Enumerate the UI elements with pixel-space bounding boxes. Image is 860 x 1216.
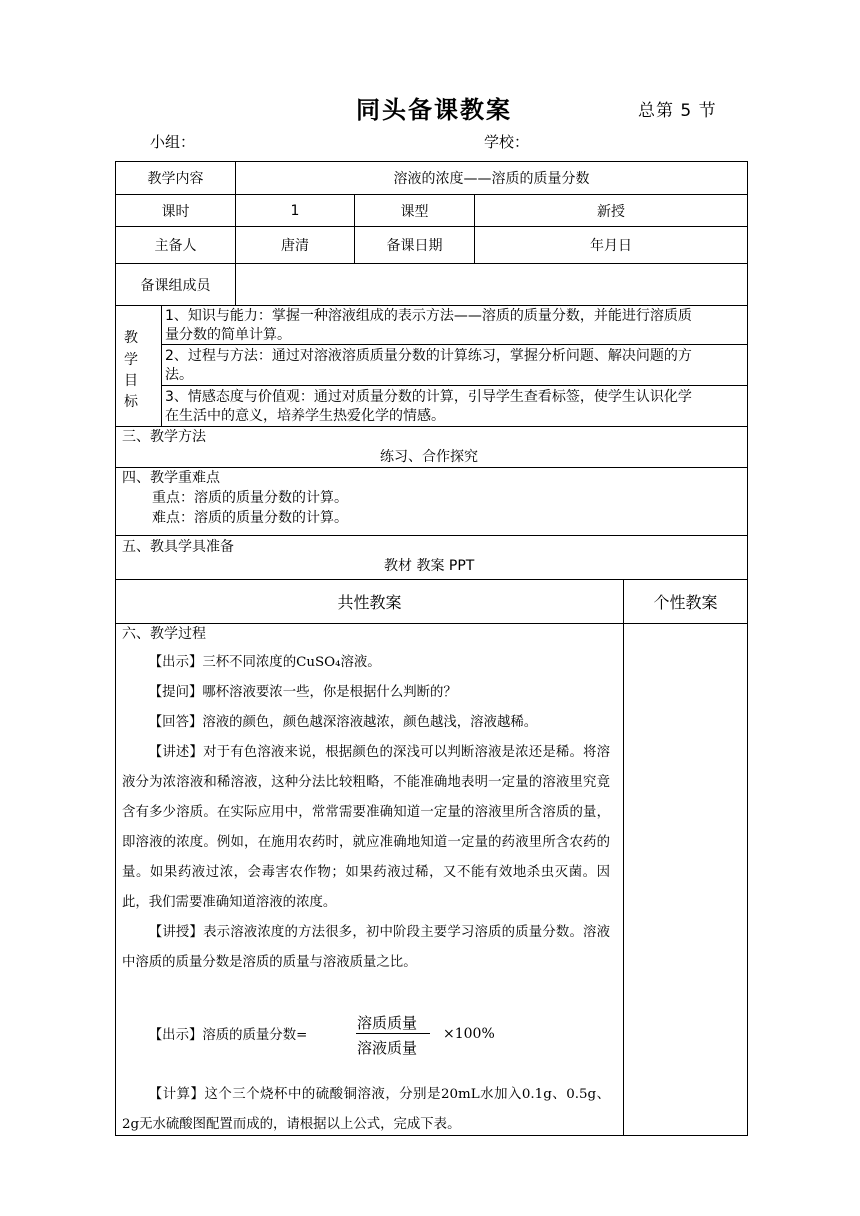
process-paragraph: 【讲授】表示溶液浓度的方法很多，初中阶段主要学习溶质的质量分数。溶液中溶质的质量分数是溶质的质量与溶液质量之比。 (122, 925, 610, 970)
group-label: 小组： (150, 133, 196, 151)
objective-line: 3、情感态度与价值观：通过对质量分数的计算，引导学生查看标签，使学生认识化学 (165, 389, 692, 405)
date-value: 年月日 (590, 238, 632, 254)
keypoints-heading: 四、教学重难点 (122, 470, 220, 486)
school-label: 学校： (484, 133, 530, 151)
process-heading: 六、教学过程 (122, 626, 206, 642)
personal-plan-header: 个性教案 (653, 593, 718, 612)
objective-line: 2、过程与方法：通过对溶液溶质质量分数的计算练习，掌握分析问题、解决问题的方 (165, 348, 692, 364)
process-body (122, 648, 610, 978)
page-title: 同头备课教案 (356, 96, 512, 124)
tools-value: 教材 教案 PPT (384, 558, 475, 574)
objective-item (165, 388, 745, 426)
common-plan-header: 共性教案 (337, 593, 402, 612)
key-point: 重点：溶质的质量分数的计算。 (152, 490, 348, 506)
content-label: 教学内容 (147, 171, 204, 187)
date-label: 备课日期 (386, 238, 443, 254)
process-paragraph: 【回答】溶液的颜色，颜色越深溶液越浓，颜色越浅，溶液越稀。 (148, 715, 538, 730)
content-value: 溶液的浓度——溶质的质量分数 (393, 171, 590, 187)
fraction-bar (356, 1033, 430, 1034)
formula-numerator: 溶质质量 (357, 1014, 418, 1032)
members-label: 备课组成员 (140, 277, 211, 294)
type-value: 新授 (597, 203, 625, 220)
objectives-label-char: 目 (124, 373, 138, 389)
calculation-text (122, 1080, 610, 1140)
period-value: 1 (290, 202, 300, 219)
lead-label: 主备人 (154, 238, 197, 254)
objectives-label-char: 标 (124, 394, 138, 410)
type-label: 课型 (400, 203, 429, 220)
formula-multiplier: ×100% (443, 1026, 495, 1042)
formula-denominator: 溶液质量 (357, 1039, 418, 1057)
difficult-point: 难点：溶质的质量分数的计算。 (152, 510, 348, 526)
process-paragraph: 【提问】哪杯溶液要浓一些，你是根据什么判断的？ (148, 685, 457, 700)
section-number: 总第 5 节 (638, 101, 717, 121)
period-label: 课时 (161, 203, 190, 220)
objectives-label-char: 教 (124, 330, 138, 346)
objective-line: 量分数的简单计算。 (165, 327, 291, 343)
methods-heading: 三、教学方法 (122, 429, 206, 445)
objective-item (165, 347, 745, 385)
process-paragraph: 【计算】这个三个烧杯中的硫酸铜溶液，分别是20mL水加入0.1g、0.5g、2g无水硫酸图配置而成的，请根据以上公式，完成下表。 (122, 1087, 610, 1132)
tools-heading: 五、教具学具准备 (122, 539, 234, 555)
objective-line: 在生活中的意义，培养学生热爱化学的情感。 (165, 408, 445, 424)
objective-item (165, 307, 745, 345)
objective-line: 法。 (165, 367, 193, 383)
members-value (236, 264, 747, 305)
objectives-label-char: 学 (124, 352, 138, 368)
methods-value: 练习、合作探究 (380, 449, 478, 465)
objective-line: 1、知识与能力：掌握一种溶液组成的表示方法——溶质的质量分数，并能进行溶质质 (165, 308, 692, 324)
formula-prefix: 【出示】溶质的质量分数= (148, 1028, 308, 1043)
process-paragraph: 【讲述】对于有色溶液来说，根据颜色的深浅可以判断溶液是浓还是稀。将溶液分为浓溶液和稀溶液，这种分法比较粗略，不能准确地表明一定量的溶液里究竟含有多少溶质。在实际应用中，常常需要准确知道一定量的溶液里所含溶质的量，即溶液的浓度。例如，在施用农药时，就应准确地知道一定量的药液里所含农药的量。如果药液过浓，会毒害农作物；如果药液过稀，又不能有效地杀虫灭菌。因此，我们需要准确知道溶液的浓度。 (122, 745, 610, 910)
process-paragraph: 【出示】三杯不同浓度的CuSO₄溶液。 (148, 655, 381, 670)
lead-value: 唐清 (281, 238, 309, 254)
